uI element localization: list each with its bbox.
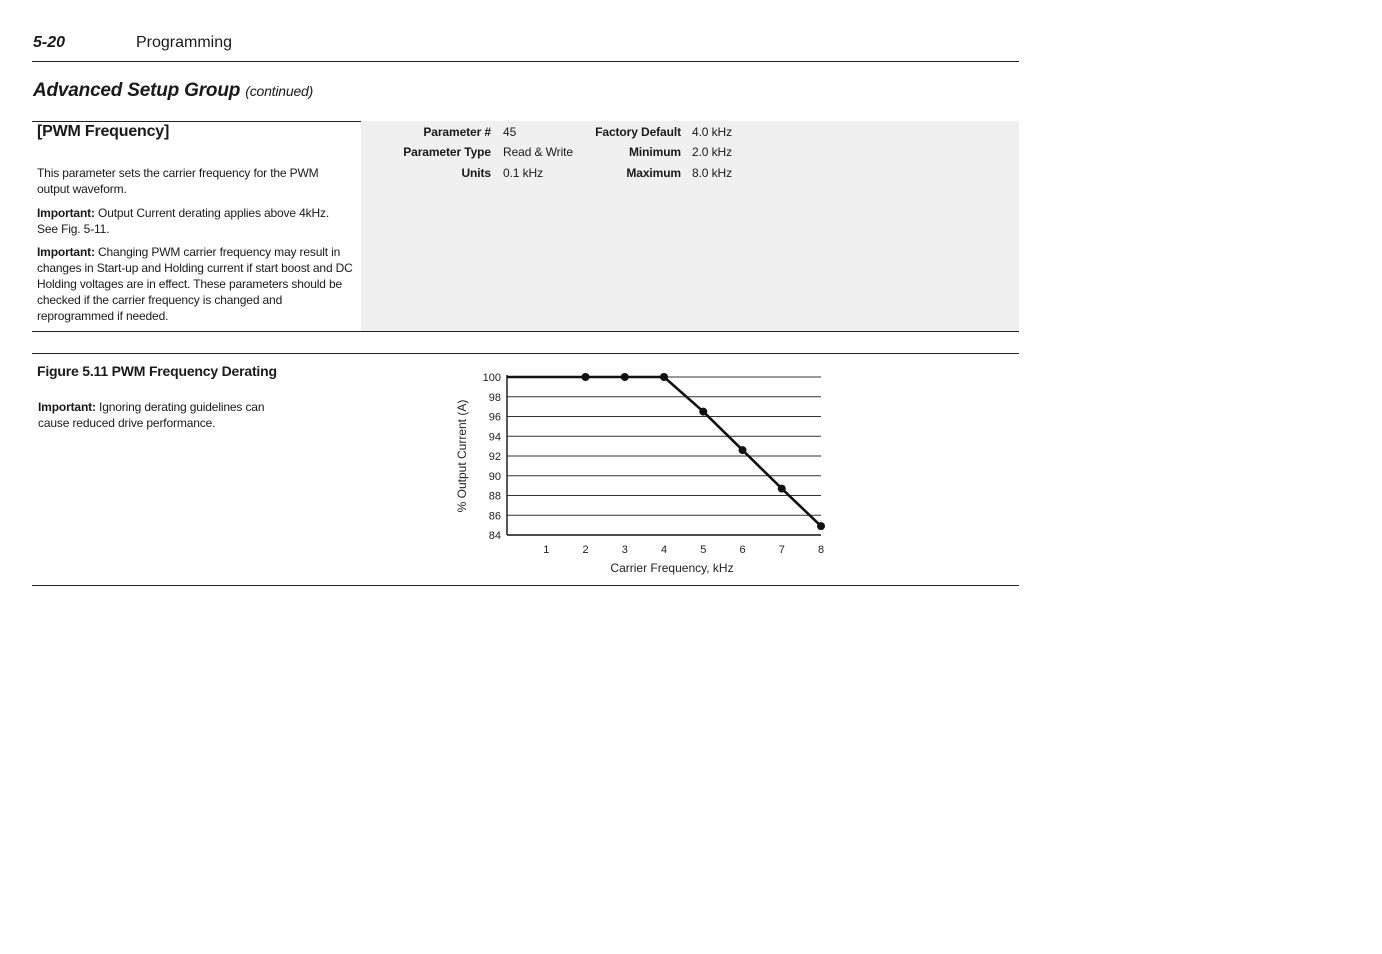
x-tick-label-7: 7: [778, 544, 785, 556]
y-axis-label: % Output Current (A): [455, 399, 469, 513]
section-continued: (continued): [245, 83, 314, 99]
factory-default-label: Factory Default: [595, 125, 681, 139]
important-note-derating: [37, 205, 352, 237]
param-bottom-rule: [32, 331, 1019, 332]
factory-default-value: 4.0 kHz: [692, 125, 732, 139]
parameter-name: [PWM Frequency]: [37, 123, 170, 140]
parameter-type-value: Read & Write: [503, 145, 573, 159]
parameter-number-label: Parameter #: [423, 125, 491, 139]
x-tick-label-5: 5: [700, 544, 707, 556]
parameter-description-panel: [32, 121, 361, 331]
x-axis-label: Carrier Frequency, kHz: [610, 561, 734, 575]
y-tick-label-84: 84: [488, 530, 501, 542]
figure-important-note: [38, 399, 288, 431]
y-tick-label-94: 94: [488, 431, 501, 444]
maximum-label: Maximum: [626, 166, 681, 180]
figure-caption: Figure 5.11 PWM Frequency Derating: [37, 363, 277, 379]
important-text: Ignoring derating guidelines can cause reduced drive performance.: [38, 400, 265, 430]
data-point-7: [778, 485, 786, 493]
data-point-2: [582, 373, 590, 381]
data-point-4: [660, 373, 668, 381]
maximum-value: 8.0 kHz: [692, 166, 732, 180]
y-tick-label-96: 96: [488, 411, 501, 424]
figure-bottom-rule: [32, 585, 1019, 586]
important-text: Changing PWM carrier frequency may result in changes in Start-up and Holding current if start boost and DC Holding voltages are in effect. These parameters should be checked if the carrier frequency is changed and reprogrammed if needed.: [37, 245, 353, 323]
important-label: Important:: [38, 400, 96, 414]
x-tick-label-3: 3: [621, 544, 628, 556]
units-value: 0.1 kHz: [503, 166, 543, 180]
parameter-number-value: 45: [503, 125, 517, 139]
y-tick-label-98: 98: [488, 391, 501, 404]
parameter-block: [32, 121, 1019, 331]
important-note-carrier: [37, 244, 355, 324]
y-tick-label-90: 90: [488, 470, 501, 483]
x-tick-label-8: 8: [817, 544, 825, 556]
x-tick-label-2: 2: [582, 544, 589, 556]
x-tick-label-6: 6: [739, 544, 746, 556]
parameter-type-label: Parameter Type: [403, 145, 491, 159]
data-point-6: [739, 446, 747, 454]
parameter-fields-panel: [361, 121, 1019, 331]
chapter-title: Programming: [136, 34, 233, 51]
minimum-label: Minimum: [629, 145, 681, 159]
data-point-8: [817, 522, 825, 530]
important-text: Output Current derating applies above 4kHz. See Fig. 5-11.: [37, 206, 330, 236]
derating-chart: [440, 360, 860, 582]
important-label: Important:: [37, 206, 95, 220]
x-tick-label-1: 1: [543, 544, 550, 556]
y-tick-label-86: 86: [488, 510, 501, 523]
section-title: Advanced Setup Group: [33, 80, 241, 101]
minimum-value: 2.0 kHz: [692, 145, 732, 159]
parameter-description: This parameter sets the carrier frequency for the PWM output waveform.: [37, 166, 319, 196]
units-label: Units: [461, 166, 491, 180]
derating-chart-svg: [440, 360, 860, 582]
y-tick-label-88: 88: [488, 490, 501, 503]
page-number: 5-20: [33, 34, 66, 51]
header-rule: [32, 61, 1019, 62]
x-tick-label-4: 4: [660, 544, 668, 556]
data-point-3: [621, 373, 629, 381]
important-label: Important:: [37, 245, 95, 259]
y-tick-label-92: 92: [488, 451, 501, 463]
series-line-0: [507, 377, 821, 526]
y-tick-label-100: 100: [482, 372, 501, 384]
section-heading: [33, 80, 313, 102]
figure-top-rule: [32, 353, 1019, 354]
data-point-5: [699, 408, 707, 416]
